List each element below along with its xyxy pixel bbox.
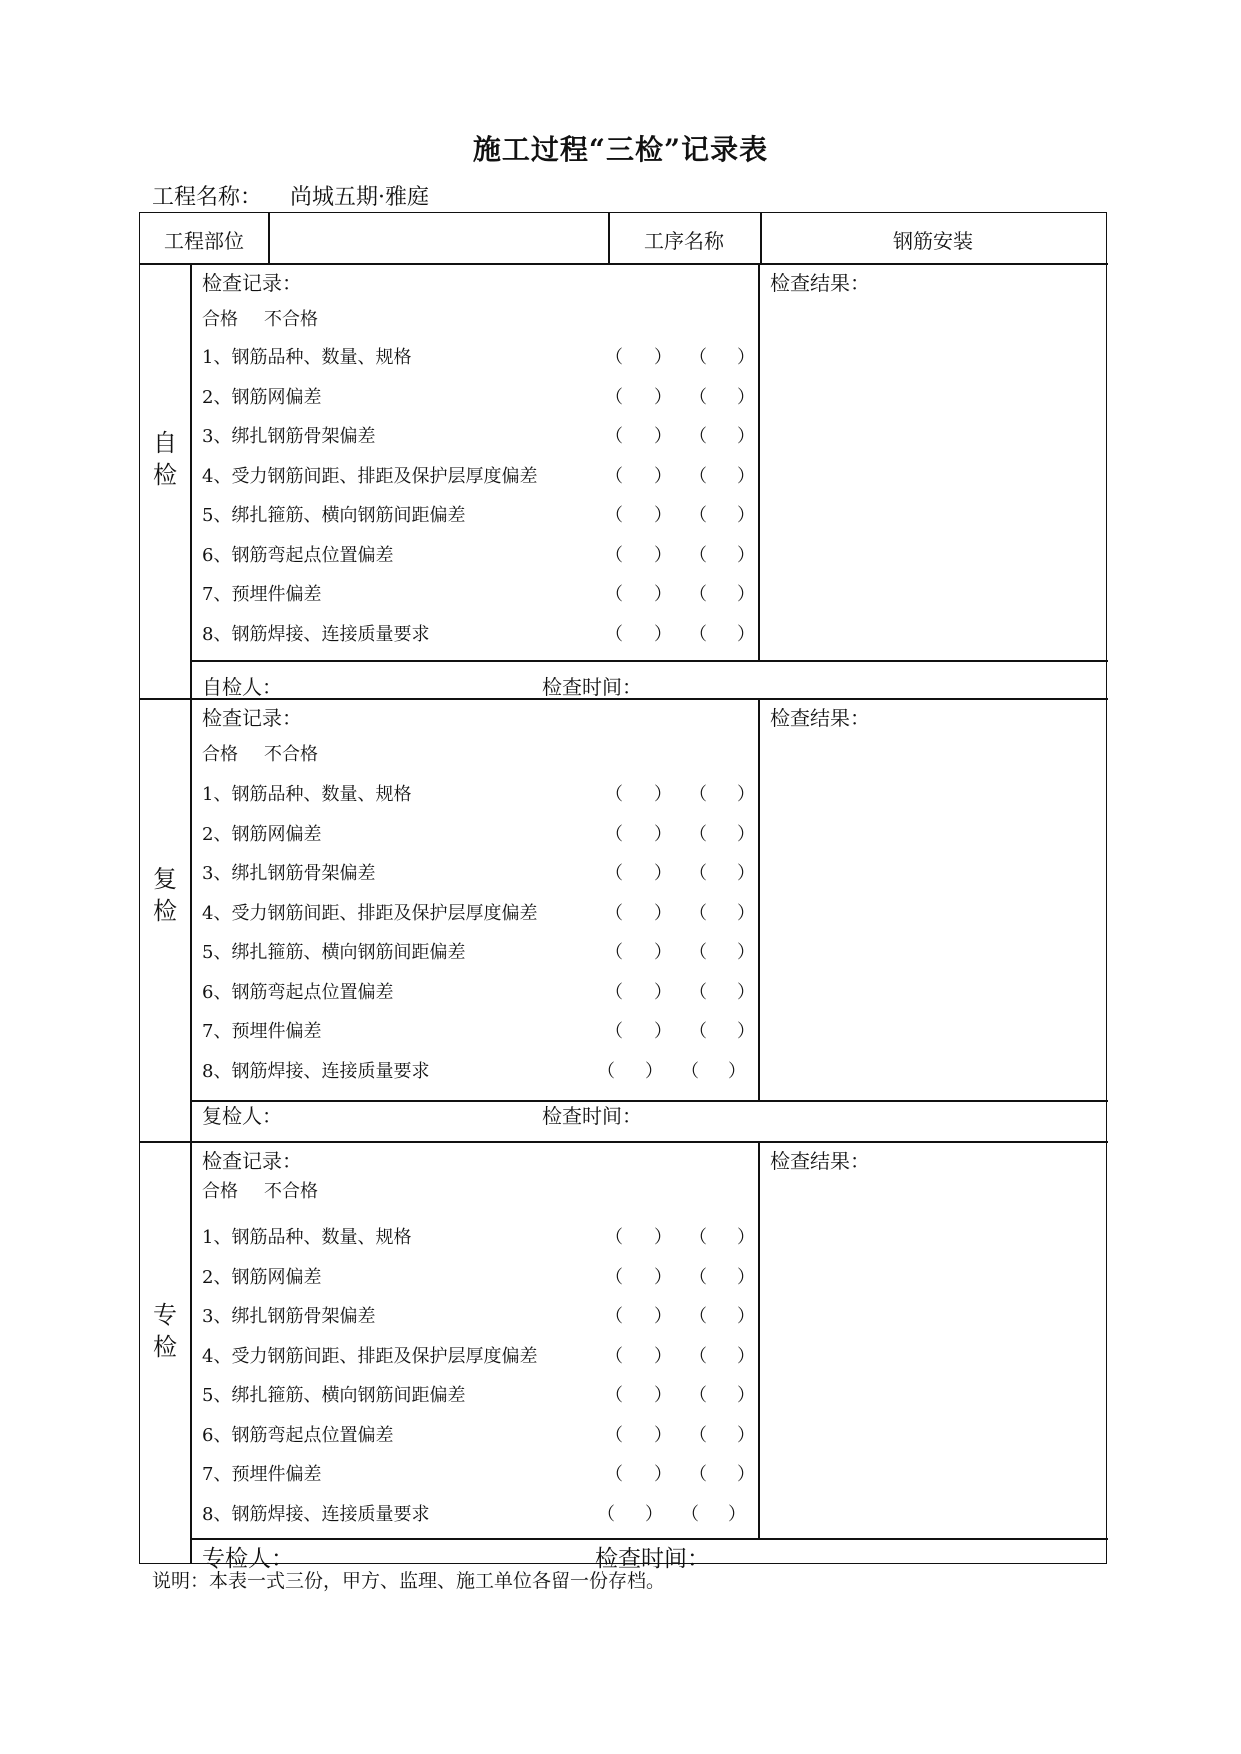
check-item xyxy=(202,454,755,493)
check-item-text: 7、预埋件偏差 xyxy=(202,1464,322,1485)
fail-paren-close: ） xyxy=(737,426,755,447)
check-item xyxy=(202,930,755,969)
check-item-text: 7、预埋件偏差 xyxy=(202,584,322,605)
pass-paren-open[interactable]: （ xyxy=(605,863,623,884)
section-label xyxy=(140,427,190,491)
inspection-time-label: 检查时间： xyxy=(542,675,642,699)
check-item xyxy=(202,414,755,453)
pass-paren-close: ） xyxy=(654,942,672,963)
check-item xyxy=(202,891,755,930)
fail-paren-open[interactable]: （ xyxy=(689,1021,707,1042)
check-item-text: 5、绑扎箍筋、横向钢筋间距偏差 xyxy=(202,505,466,526)
check-item xyxy=(202,1009,755,1048)
pass-paren-open[interactable]: （ xyxy=(605,347,623,368)
fail-paren-open[interactable]: （ xyxy=(681,1503,699,1525)
fail-paren-close: ） xyxy=(728,1503,746,1525)
fail-paren-close: ） xyxy=(737,1464,755,1485)
fail-paren-open[interactable]: （ xyxy=(689,623,707,645)
pass-paren-open[interactable]: （ xyxy=(605,465,623,487)
pass-paren-close: ） xyxy=(654,386,672,408)
section-label-bottom: 检 xyxy=(153,461,177,489)
section-label xyxy=(140,863,190,927)
check-item xyxy=(202,533,755,572)
fail-paren-open[interactable]: （ xyxy=(689,1424,707,1446)
pass-paren-open[interactable]: （ xyxy=(605,544,623,566)
check-item xyxy=(202,1452,755,1491)
pass-paren-close: ） xyxy=(654,823,672,845)
pass-paren-close: ） xyxy=(654,902,672,924)
fail-paren-close: ） xyxy=(728,1060,746,1082)
section-label-top: 专 xyxy=(153,1301,177,1329)
fail-paren-open[interactable]: （ xyxy=(689,426,707,447)
result-label: 检查结果： xyxy=(770,1149,870,1173)
fail-paren-close: ） xyxy=(737,1266,755,1288)
check-item-text: 8、钢筋焊接、连接质量要求 xyxy=(202,1503,430,1525)
pass-fail-header xyxy=(202,305,318,331)
process-label: 工序名称 xyxy=(644,229,724,253)
fail-paren-open[interactable]: （ xyxy=(689,1345,707,1367)
check-item-text: 3、绑扎钢筋骨架偏差 xyxy=(202,1306,376,1327)
project-name-row xyxy=(152,180,429,211)
check-item xyxy=(202,572,755,611)
pass-paren-close: ） xyxy=(654,544,672,566)
pass-paren-close: ） xyxy=(645,1060,663,1082)
pass-paren-open[interactable]: （ xyxy=(605,1266,623,1288)
pass-paren-close: ） xyxy=(654,1306,672,1327)
pass-paren-open[interactable]: （ xyxy=(605,386,623,408)
pass-paren-close: ） xyxy=(654,426,672,447)
project-name-label: 工程名称： xyxy=(152,185,263,210)
fail-label: 不合格 xyxy=(264,744,318,765)
fail-paren-open[interactable]: （ xyxy=(689,942,707,963)
check-item xyxy=(202,1255,755,1294)
inspector-label: 复检人： xyxy=(202,1104,282,1128)
check-item xyxy=(202,1215,755,1254)
result-label: 检查结果： xyxy=(770,706,870,730)
fail-paren-open[interactable]: （ xyxy=(689,386,707,408)
pass-paren-open[interactable]: （ xyxy=(605,505,623,526)
check-item-text: 6、钢筋弯起点位置偏差 xyxy=(202,544,394,566)
fail-paren-open[interactable]: （ xyxy=(689,1464,707,1485)
check-item-text: 3、绑扎钢筋骨架偏差 xyxy=(202,426,376,447)
project-name-value: 尚城五期·雅庭 xyxy=(290,185,430,210)
section-label-top: 自 xyxy=(153,429,177,457)
fail-paren-open[interactable]: （ xyxy=(689,981,707,1003)
inspection-section-2 xyxy=(140,698,1108,1141)
fail-paren-open[interactable]: （ xyxy=(689,347,707,368)
fail-paren-open[interactable]: （ xyxy=(689,823,707,845)
check-item-text: 3、绑扎钢筋骨架偏差 xyxy=(202,863,376,884)
check-item xyxy=(202,335,755,374)
pass-paren-open[interactable]: （ xyxy=(597,1060,615,1082)
fail-paren-close: ） xyxy=(737,1385,755,1406)
check-item xyxy=(202,1492,746,1531)
check-item-text: 1、钢筋品种、数量、规格 xyxy=(202,347,412,368)
fail-paren-close: ） xyxy=(737,902,755,924)
section-label-bottom: 检 xyxy=(153,897,177,925)
fail-paren-open[interactable]: （ xyxy=(689,863,707,884)
pass-paren-open[interactable]: （ xyxy=(605,623,623,645)
fail-paren-open[interactable]: （ xyxy=(689,465,707,487)
check-item xyxy=(202,1049,746,1088)
pass-paren-open[interactable]: （ xyxy=(605,1345,623,1367)
check-item-text: 8、钢筋焊接、连接质量要求 xyxy=(202,1060,430,1082)
check-item xyxy=(202,612,755,651)
pass-paren-close: ） xyxy=(654,623,672,645)
pass-paren-open[interactable]: （ xyxy=(597,1503,615,1525)
pass-paren-close: ） xyxy=(654,465,672,487)
check-item xyxy=(202,812,755,851)
check-item-text: 4、受力钢筋间距、排距及保护层厚度偏差 xyxy=(202,1345,538,1367)
pass-paren-close: ） xyxy=(654,1464,672,1485)
check-item-text: 8、钢筋焊接、连接质量要求 xyxy=(202,623,430,645)
check-item-text: 1、钢筋品种、数量、规格 xyxy=(202,784,412,805)
fail-paren-open[interactable]: （ xyxy=(689,1227,707,1248)
check-item xyxy=(202,772,755,811)
pass-label: 合格 xyxy=(202,309,238,330)
inspection-section-1 xyxy=(140,263,1108,698)
fail-paren-close: ） xyxy=(737,347,755,368)
pass-paren-open[interactable]: （ xyxy=(605,981,623,1003)
fail-paren-open[interactable]: （ xyxy=(689,784,707,805)
inspector-label: 自检人： xyxy=(202,675,282,699)
check-item xyxy=(202,1294,755,1333)
fail-paren-close: ） xyxy=(737,1424,755,1446)
check-item-text: 1、钢筋品种、数量、规格 xyxy=(202,1227,412,1248)
pass-paren-close: ） xyxy=(654,1266,672,1288)
fail-paren-close: ） xyxy=(737,981,755,1003)
fail-paren-close: ） xyxy=(737,863,755,884)
pass-paren-open[interactable]: （ xyxy=(605,902,623,924)
check-item xyxy=(202,970,755,1009)
fail-paren-close: ） xyxy=(737,823,755,845)
check-item-text: 4、受力钢筋间距、排距及保护层厚度偏差 xyxy=(202,902,538,924)
pass-paren-open[interactable]: （ xyxy=(605,1385,623,1406)
record-label: 检查记录： xyxy=(202,1149,302,1173)
pass-paren-close: ） xyxy=(654,347,672,368)
check-item xyxy=(202,375,755,414)
pass-paren-close: ） xyxy=(654,1345,672,1367)
check-item-text: 2、钢筋网偏差 xyxy=(202,1266,322,1288)
pass-paren-close: ） xyxy=(654,981,672,1003)
check-item-text: 6、钢筋弯起点位置偏差 xyxy=(202,981,394,1003)
pass-paren-open[interactable]: （ xyxy=(605,1306,623,1327)
fail-paren-open[interactable]: （ xyxy=(689,902,707,924)
pass-paren-open[interactable]: （ xyxy=(605,942,623,963)
fail-paren-close: ） xyxy=(737,584,755,605)
pass-paren-close: ） xyxy=(645,1503,663,1525)
fail-paren-close: ） xyxy=(737,784,755,805)
pass-paren-open[interactable]: （ xyxy=(605,1021,623,1042)
check-item xyxy=(202,1373,755,1412)
form-title: 施工过程“三检”记录表 xyxy=(472,133,769,166)
pass-fail-header xyxy=(202,1177,318,1203)
check-item-text: 2、钢筋网偏差 xyxy=(202,823,322,845)
fail-paren-close: ） xyxy=(737,623,755,645)
fail-paren-open[interactable]: （ xyxy=(689,505,707,526)
pass-fail-header xyxy=(202,740,318,766)
inspection-time-label: 检查时间： xyxy=(542,1104,642,1128)
pass-paren-open[interactable]: （ xyxy=(605,784,623,805)
fail-paren-open[interactable]: （ xyxy=(689,1306,707,1327)
record-label: 检查记录： xyxy=(202,706,302,730)
pass-paren-open[interactable]: （ xyxy=(605,823,623,845)
check-item xyxy=(202,1413,755,1452)
check-item-text: 6、钢筋弯起点位置偏差 xyxy=(202,1424,394,1446)
fail-paren-open[interactable]: （ xyxy=(689,584,707,605)
pass-paren-close: ） xyxy=(654,863,672,884)
inspection-table xyxy=(139,212,1107,1572)
fail-paren-close: ） xyxy=(737,1345,755,1367)
check-item-text: 2、钢筋网偏差 xyxy=(202,386,322,408)
inspector-label: 专检人： xyxy=(202,1546,294,1572)
result-label: 检查结果： xyxy=(770,271,870,295)
pass-paren-close: ） xyxy=(654,1385,672,1406)
fail-paren-open[interactable]: （ xyxy=(689,1385,707,1406)
fail-label: 不合格 xyxy=(264,1181,318,1202)
fail-paren-close: ） xyxy=(737,1227,755,1248)
fail-paren-close: ） xyxy=(737,386,755,408)
pass-paren-open[interactable]: （ xyxy=(605,1227,623,1248)
pass-paren-close: ） xyxy=(654,1021,672,1042)
pass-paren-open[interactable]: （ xyxy=(605,426,623,447)
pass-paren-close: ） xyxy=(654,784,672,805)
fail-paren-close: ） xyxy=(737,942,755,963)
check-item-text: 5、绑扎箍筋、横向钢筋间距偏差 xyxy=(202,942,466,963)
section-label-bottom: 检 xyxy=(153,1333,177,1361)
fail-paren-open[interactable]: （ xyxy=(681,1060,699,1082)
pass-paren-close: ） xyxy=(654,1424,672,1446)
pass-paren-open[interactable]: （ xyxy=(605,584,623,605)
form-note: 说明：本表一式三份，甲方、监理、施工单位各留一份存档。 xyxy=(152,1570,666,1592)
fail-paren-close: ） xyxy=(737,1306,755,1327)
fail-paren-open[interactable]: （ xyxy=(689,1266,707,1288)
check-item xyxy=(202,493,755,532)
check-item-text: 7、预埋件偏差 xyxy=(202,1021,322,1042)
check-item-text: 4、受力钢筋间距、排距及保护层厚度偏差 xyxy=(202,465,538,487)
pass-paren-close: ） xyxy=(654,505,672,526)
section-label-top: 复 xyxy=(153,865,177,893)
fail-paren-open[interactable]: （ xyxy=(689,544,707,566)
check-item-text: 5、绑扎箍筋、横向钢筋间距偏差 xyxy=(202,1385,466,1406)
pass-paren-open[interactable]: （ xyxy=(605,1424,623,1446)
process-value: 钢筋安装 xyxy=(893,229,973,253)
part-label: 工程部位 xyxy=(164,229,244,253)
check-item xyxy=(202,1334,755,1373)
pass-paren-close: ） xyxy=(654,584,672,605)
pass-label: 合格 xyxy=(202,1181,238,1202)
fail-paren-close: ） xyxy=(737,505,755,526)
section-label xyxy=(140,1299,190,1363)
fail-paren-close: ） xyxy=(737,544,755,566)
record-label: 检查记录： xyxy=(202,271,302,295)
pass-paren-close: ） xyxy=(654,1227,672,1248)
pass-label: 合格 xyxy=(202,744,238,765)
fail-paren-close: ） xyxy=(737,1021,755,1042)
pass-paren-open[interactable]: （ xyxy=(605,1464,623,1485)
inspection-time-label: 检查时间： xyxy=(595,1546,710,1572)
inspection-section-3 xyxy=(140,1141,1108,1572)
fail-paren-close: ） xyxy=(737,465,755,487)
check-item xyxy=(202,851,755,890)
fail-label: 不合格 xyxy=(264,309,318,330)
